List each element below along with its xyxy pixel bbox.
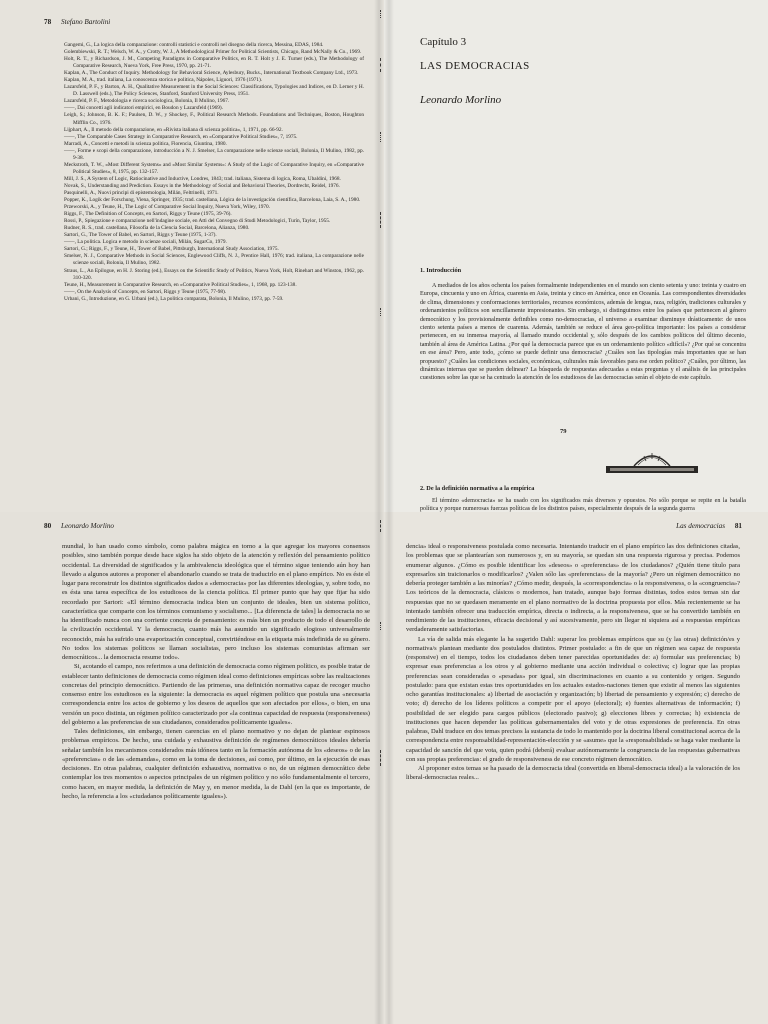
section-heading-definicion: 2. De la definición normativa a la empírica [420,485,535,492]
paragraph: mundial, lo han usado como símbolo, como palabra mágica en torno a la que agregar los mayores consensos posibles, sino también porque desde hace siglos ha sido objeto de la atención y reflexión del pensamiento político occidental. La diversidad de significados y la ambivalencia ideológica que el término sigue teniendo aún hoy han llevado a algunos autores a proponer el abandonarlo cuando se trata de traducirlo en el plano empírico. No es éste el lugar para reconstruir los distintos significados dados a «democracia» por las diferentes ideologías, y, sobre todo, no es ésta una tarea específica de los estudiosos de la ciencia política. El primer punto que hay que fijar ha sido recordado por Sartori: «El término democracia indica bien un conjunto de ideales, bien un sistema político, característica que comparte con los términos comunismo y socialismo... [La diferencia de tales] la democracia no se ha identificado nunca con una corriente concreta de pensamiento: es más bien un producto de todo el desarrollo de la civilización occidental. Y la democracia, cuanto más ha asumido un significado elogioso universalmente reconocido, más ha sufrido una evaporización conceptual, convirtiéndose en la etiqueta más indefinida de su género. No todos los sistemas políticos se llaman socialistas, pero incluso los sistemas comunistas afirman ser democráticos... la democracia resume todo». [62,543,370,661]
page-81-running-head [676,522,742,530]
page-80-author: Leonardo Morlino [60,522,115,530]
reference-entry: Lijphart, A., Il metodo della comparazione, en «Rivista italiana di scienza politica», 1, 1971, pp. 66-92. [64,126,283,133]
page-81 [384,512,768,1024]
reference-entry: Rudner, R. S., trad. castellana, Filosofía de la Ciencia Social, Barcelona, Alianza, 1980. [64,225,250,232]
paragraph: La vía de salida más elegante la ha sugerido Dahl: superar los problemas empíricos que su (y las otras) definición/es y normativa/s plantean mediante dos postulados distintos. Primer postulado: a fin de que un régimen sea capaz de respuesta (responsive) en el tiempo, todos los ciudadanos deben tener parecidas oportunidades de: a) formular sus preferencias; b) expresar esas preferencias a los otros y al gobierno mediante una acción individual o colectiva; c) lograr que las propias preferencias sean consideradas o «pesadas» por igual, sin discriminaciones en cuanto a su contenido y origen. Segundo postulado: para que existan estas tres oportunidades en los actuales estados-naciones tienen que existir al menos las siguientes ocho garantías institucionales: a) libertad de asociación y organización; b) libertad de pensamiento y expresión; c) derecho de voto; d) derecho de los líderes políticos a competir por el apoyo (electoral); e) fuentes alternativas de información; f) posibilidad de ser elegido para cargos públicos (electorado pasivo); g) elecciones libres y correctas; h) existencia de instituciones que hacen depender las políticas gubernamentales del voto y de otras expresiones de preferencia. En otras palabras, Dahl traduce en dos temas precisos la sustancia de todo lo mantenido por la doctrina liberal constitucional acerca de la correspondencia entre responsabilidad-representación-elección y se «asume» que la «responsabilidad» se haga valer mediante la capacidad de sanción del que vota, quien podrá (deberá) evaluar autónomamente la congruencia de las respuestas gubernativas con sus propias preferencias: el grado de responsiveness de ese concreto régimen democrático. [406,635,740,763]
chapter-author: Leonardo Morlino [420,94,502,106]
reference-entry: Kaplan, A., The Conduct of Inquiry. Methodology for Behavioral Science, Aylesbury, Bucks., International Textbook Company Ltd., 1973. [64,70,359,77]
reference-entry: Mill, J. S., A System of Logic, Ratiocinative and Inductive, Londres, 1843; trad. italiana, Sistema di logica, Roma, Ubaldini, 1968. [64,175,341,182]
section-body-introduccion [420,282,746,383]
reference-entry: Novak, S., Understanding and Prediction. Essays in the Methodology of Social and Behavioral Theories, Dordrecht, Reidel, 1976. [64,182,340,189]
section-heading-introduccion: 1. Introducción [420,267,462,274]
reference-entry: Gangemi, G., La logica della comparazione: controlli statistici e controlli nel disegno della ricerca, Messina, EDAS, 1984. [64,42,324,48]
bibliography-list [64,42,364,303]
reference-entry: Sartori, G., The Tower of Babel, en Sartori, Riggs y Teune (1975, 1-37). [64,232,217,239]
reference-entry: Riggs, F., The Definition of Concepts, en Sartori, Riggs y Teune (1975, 39-76). [64,211,232,218]
binding-thread-marks [380,516,384,1016]
reference-entry: Sartori, G.; Riggs, F., y Teune, H., Tower of Babel, Pittsburgh, International Study Association, 1975. [64,246,279,253]
page-80-number: 80 [44,522,52,530]
page-80-running-head [44,522,114,530]
paragraph: Al proponer estos temas se ha pasado de la democracia ideal (convertida en liberal-democracia ideal) a la valoración de los liberal-democracias reales... [406,765,740,782]
reference-entry: ——, The Comparable Cases Strategy in Comparative Research, en «Comparative Political Studies», 7, 1975. [64,133,298,140]
reference-entry: Straus, L., An Epilogue, en H. J. Storing (ed.), Essays on the Scientific Study of Politics, Nueva York, Holt, Rinehart and Winston, 1962, pp. 310-320. [64,267,364,281]
reference-entry: Holt, R. T., y Richardson, J. M., Competing Paradigms in Comparative Politics, en R. T. Holt y J. E. Turner (eds.), The Methodology of Comparative Research, Nueva York, Free Press, 1970, pp. 21-71. [64,56,364,70]
binding-gutter [384,512,394,1024]
reference-entry: Popper, K., Logik der Forschung, Viena, Springer, 1935; trad. castellana, Lógica de la investigación científica, Barcelona, Laia, S. A., 1980. [64,197,361,204]
page-79-number: 79 [560,428,567,435]
page-80 [0,512,384,1024]
chapter-title: LAS DEMOCRACIAS [420,60,530,72]
paragraph: El término «democracia» se ha usado con los significados más diversos y opuestos. No sólo porque se repite en la batalla política y porque numerosas fuerzas políticas de los distintos países, especialmente después de la segunda guerra [420,498,746,512]
reference-entry: Kaplan, M. A., trad. italiana, La conoscenza storica e politica, Nápoles, Liguori, 1976 (1971). [64,77,263,84]
reference-entry: Leigh, S.; Johnson, B. K. F.; Paulsen, D. W., y Shockey, F., Political Research Methods. Foundations and Techniques, Boston, Houghton Mifflin Co., 1976. [64,112,364,126]
section-body-definicion [420,497,746,512]
page-80-body [62,542,370,801]
reference-entry: ——, Dai concetti agli indicatori empirici, en Boudon y Lazarsfeld (1969). [64,105,224,112]
reference-entry: Golembiewski, R. T.; Welsch, W. A., y Crotty, W. J., A Methodological Primer for Political Scientists, Chicago, Rand McNally & Co., 1969. [64,49,362,56]
reference-entry: Pasquinelli, A., Nuovi principi di epistemologia, Milán, Feltrinelli, 1971. [64,189,219,196]
reference-entry: Meckstroth, T. W., «Most Different Systems» and «Most Similar Systems»: A Study of the Logic of Comparative Inquiry, en «Comparative Political Studies», 8, 1975, pp. 132-157. [64,161,364,175]
reference-entry: Smelser, N. J., Comparative Methods in Social Sciences, Englewood Cliffs, N. J., Prentice Hall, 1976; trad. italiana, La comparazione nelle scienze sociali, Bolonia, Il Mulino, 1982. [64,253,364,267]
reference-entry: Rossi, P., Spiegazione e comparazione nell'indagine sociale, en Atti del Convegno di Studi Metodologici, Turín, Taylor, 1955. [64,218,331,225]
reference-entry: Urbani, G., Introduzione, en G. Urbani (ed.), La politica comparata, Bolonia, Il Mulino, 1973, pp. 7-59. [64,295,284,302]
paragraph: Si, acotando el campo, nos referimos a una definición de democracia como régimen político, es posible tratar de establecer tanto definiciones de democracia como régimen ideal como definiciones empíricas sobre las realizaciones concretas del principio democrático. Partiendo de las primeras, una definición normativa capaz de recoger mucho consenso entre los estudiosos es la siguiente: la democracia es aquel régimen político que postula una «necesaria correspondencia entre los actos de gobierno y los deseos de aquellos que son afectados por ellos», o bien, en una versión un poco distinta, un régimen político caracterizado por «la continua capacidad de respuesta (responsiveness) del gobierno a las preferencias de sus ciudadanos, considerados políticamente iguales». [62,663,370,726]
reference-entry: ——, Forme e scopi della comparazione, introducción a N. J. Smelser, La comparazione nelle scienze sociali, Bolonia, Il Mulino, 1982, pp. 9-38. [64,147,364,161]
reference-entry: Teune, H., Measurement in Comparative Research, en «Comparative Political Studies», 1, 1968, pp. 123-138. [64,281,297,288]
paragraph: A mediados de los años ochenta los países formalmente independientes en el mundo son ciento setenta y uno: treinta y cuatro en Europa, cincuenta y uno en África, cuarenta en Asia, treinta y cinco en América, once en Oceanía. Las correspondientes diversidades de clima, dimensiones y conformaciones territoriales, recursos económicos, además de lengua, raza, religión, tradiciones culturales y ordenamientos políticos son sencillamente impresionantes. Sin embargo, si distinguimos entre los países que pertenecen al género democrático y los provisionalmente definibles como no-democracias, el universo a examinar disminuye drásticamente: de unos ciento setenta países a menos de cuarenta. Además, también se reduce el área geo-política importante: los países a considerar pertenecen, en su inmensa mayoría, al llamado mundo occidental y, sólo después de los cambios políticos del último decenio, también al área de América Latina. ¿Por qué la democracia parece que es un ordenamiento político «difícil»? ¿Por qué se concentra en ese área? Pero, ante todo, ¿cómo se puede definir una democracia? ¿Cuáles son las tipologías más importantes que se han propuesto? ¿Cuáles las condiciones sociales, económicas, culturales más favorables para ese orden político? ¿Cuáles, por último, las dinámicas internas que se pueden delinear? La búsqueda de respuestas adecuadas a estas preguntas y el análisis de las principales cuestiones sobre las que se ha centrado la atención de los estudiosos de las democracias serán el objeto de este capítulo. [420,283,746,382]
reference-entry: Lazarsfeld, P. F., Metodologia e ricerca sociologica, Bolonia, Il Mulino, 1967. [64,98,230,105]
reference-entry: ——, La politica. Logica e metodo in scienze sociali, Milán, SugarCo, 1979. [64,239,227,246]
page-79 [384,0,768,512]
binding-gutter [384,0,394,512]
page-78 [0,0,384,512]
page-78-running-head [44,18,110,26]
reference-entry: ——, On the Analysis of Concepts, en Sartori, Riggs y Teune (1975, 77-98). [64,288,227,295]
page-81-title: Las democracias [676,522,726,530]
page-78-author: Stefano Bartolini [60,18,111,26]
chapter-label: Capítulo 3 [420,36,467,48]
page-78-number: 78 [44,18,52,26]
page-81-body [406,542,740,783]
paragraph: Tales definiciones, sin embargo, tienen carencias en el plano normativo y no dejan de plantear espinosos problemas empíricos. De hecho, una cuidada y exhaustiva definición de regímenes democráticos ideales debería señalar también los mecanismos considerados más idóneos tanto en la formación autónoma de los «deseos» o de las «preferencias» o de las «demandas», como en la toma de decisiones, así como, por último, en la ejecución de esas decisiones. En otras palabras, cualquier definición exhaustiva, normativa o no, de un régimen democrático debe contemplar los tres momentos o aspectos principales de un régimen político y no sólo fundamentalmente el tercero, como hacen, en mayor medida, la definición de May y, en menor medida, la de Dahl (en la que es importante, de hecho, la referencia a los «ciudadanos políticamente iguales»). [62,728,370,800]
reference-entry: Marradi, A., Concetti e metodi in scienza politica, Florencia, Giuntina, 1980. [64,140,227,147]
library-stamp-icon [604,444,700,478]
paragraph: dencia» ideal o responsiveness postulada como necesaria. Intentando traducir en el plano empírico las dos definiciones citadas, los problemas que se plantearían son numerosos y, en su mayoría, se quedan sin una respuesta rigurosa y precisa. Podemos enumerar algunos. ¿Cómo es posible identificar los «deseos» o «preferencias» de los ciudadanos? ¿Quién tiene título para expresarlos sin traicionarlos o modificarlos? ¿Valen sólo las «preferencias» de la mayoría? ¿Pero un régimen democrático no debería proteger también a las minorías? ¿Cómo medir, después, la «correspondencia» o la responsiveness, o la «congruencia»? Los teóricos de la democracia, clásicos o modernos, han tratado, aunque bajo formas distintas, todos estos temas sin dar respuestas que no se quedasen meramente en el plano normativo de la doctrina propuesta por ellos. Más recientemente se ha intentado también ofrecer una traducción empírica, directa o indirecta, a la responsiveness, que se ha convertido también en rendimiento de las instituciones, eficacia decisional y así sucesivamente, pero sin llegar ni siquiera así a respuestas empíricas verdaderamente satisfactorias. [406,543,740,634]
reference-entry: Lazarsfeld, P. F., y Barton, A. H., Qualitative Measurement in the Social Sciences: Classifications, Typologies and Indices, en D. Lerner y H. D. Lasswell (eds.), The Policy Sciences, Stanford, Stanford University Press, 1951. [64,84,364,98]
reference-entry: Przeworski, A., y Teune, H., The Logic of Comparative Social Inquiry, Nueva York, Wiley, 1970. [64,204,271,211]
page-81-number: 81 [734,522,742,530]
binding-thread-marks [380,4,384,504]
